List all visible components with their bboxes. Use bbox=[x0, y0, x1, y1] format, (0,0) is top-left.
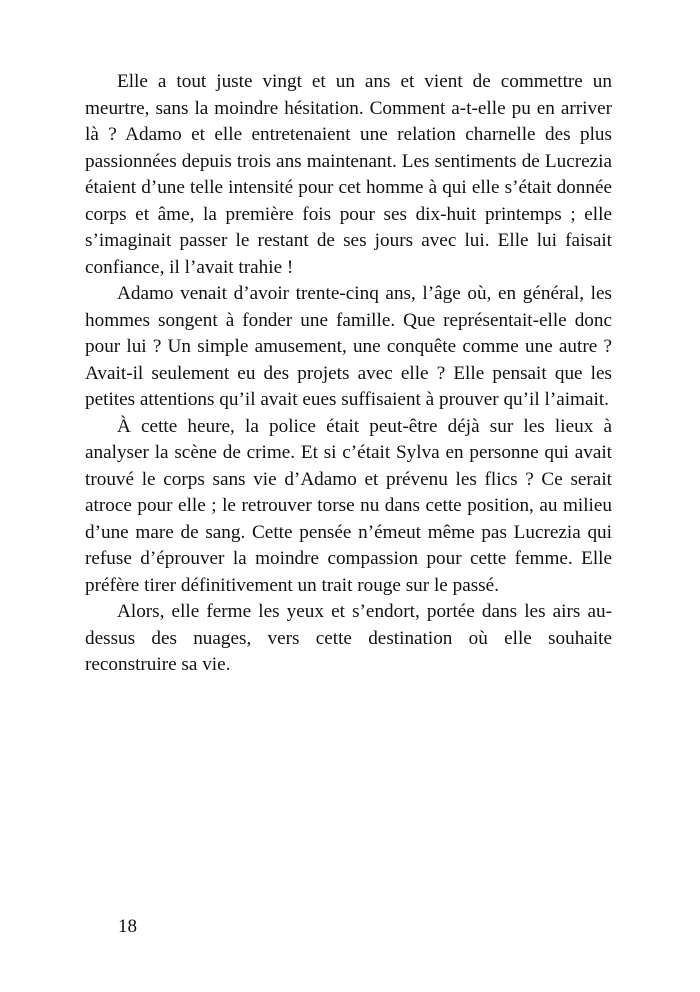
paragraph: Elle a tout juste vingt et un ans et vient de commettre un meurtre, sans la moindre hésitation. Comment a-t-elle pu en arriver là ? Adamo et elle entretenaient une relation charnelle des plus passionnées depuis trois ans maintenant. Les sentiments de Lucrezia étaient d’une telle intensité pour cet homme à qui elle s’était donnée corps et âme, la première fois pour ses dix-huit printemps ; elle s’imaginait passer le restant de ses jours avec lui. Elle lui faisait confiance, il l’avait trahie ! bbox=[85, 71, 612, 278]
page-number: 18 bbox=[118, 916, 137, 937]
paragraph: Alors, elle ferme les yeux et s’endort, portée dans les airs au-dessus des nuages, vers cette destination où elle souhaite reconstruire sa vie. bbox=[85, 601, 612, 675]
body-text bbox=[85, 69, 612, 679]
paragraph: À cette heure, la police était peut-être déjà sur les lieux à analyser la scène de crime. Et si c’était Sylva en personne qui avait trouvé le corps sans vie d’Adamo et prévenu les flics ? Ce serait atroce pour elle ; le retrouver torse nu dans cette position, au milieu d’une mare de sang. Cette pensée n’émeut même pas Lucrezia qui refuse d’éprouver la moindre compassion pour cette femme. Elle préfère tirer définitivement un trait rouge sur le passé. bbox=[85, 415, 612, 596]
paragraph: Adamo venait d’avoir trente-cinq ans, l’âge où, en général, les hommes songent à fonder une famille. Que représentait-elle donc pour lui ? Un simple amusement, une conquête comme une autre ? Avait-il seulement eu des projets avec elle ? Elle pensait que les petites attentions qu’il avait eues suffisaient à prouver qu’il l’aimait. bbox=[85, 283, 612, 410]
